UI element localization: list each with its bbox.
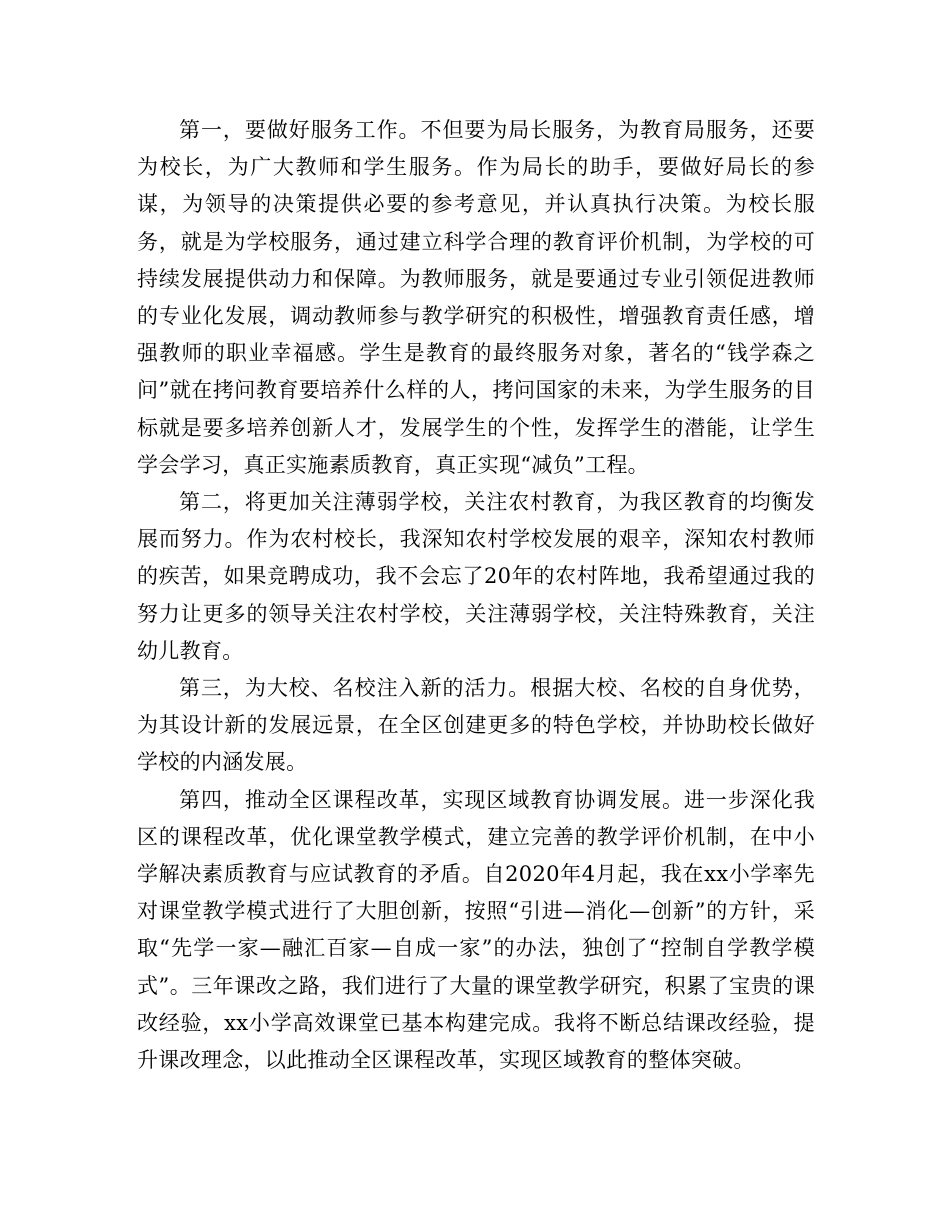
paragraph-4: 第四，推动全区课程改革，实现区域教育协调发展。进一步深化我区的课程改革，优化课堂教学模式，建立完善的教学评价机制，在中小学解决素质教育与应试教育的矛盾。自2020年4月起，我在xx小学率先对课堂教学模式进行了大胆创新，按照“引进—消化—创新”的方针，采取“先学一家—融汇百家—自成一家”的办法，独创了“控制自学教学模式”。三年课改之路，我们进行了大量的课堂教学研究，积累了宝贵的课改经验，xx小学高效课堂已基本构建完成。我将不断总结课改经验，提升课改理念，以此推动全区课程改革，实现区域教育的整体突破。 (137, 787, 815, 1073)
paragraph-2: 第二，将更加关注薄弱学校，关注农村教育，为我区教育的均衡发展而努力。作为农村校长，我深知农村学校发展的艰辛，深知农村教师的疾苦，如果竞聘成功，我不会忘了20年的农村阵地，我希望通过我的努力让更多的领导关注农村学校，关注薄弱学校，关注特殊教育，关注幼儿教育。 (137, 490, 815, 663)
paragraph-1: 第一，要做好服务工作。不但要为局长服务，为教育局服务，还要为校长，为广大教师和学生服务。作为局长的助手，要做好局长的参谋，为领导的决策提供必要的参考意见，并认真执行决策。为校长服务，就是为学校服务，通过建立科学合理的教育评价机制，为学校的可持续发展提供动力和保障。为教师服务，就是要通过专业引领促进教师的专业化发展，调动教师参与教学研究的积极性，增强教育责任感，增强教师的职业幸福感。学生是教育的最终服务对象，著名的“钱学森之问”就在拷问教育要培养什么样的人，拷问国家的未来，为学生服务的目标就是要多培养创新人才，发展学生的个性，发挥学生的潜能，让学生学会学习，真正实施素质教育，真正实现“减负”工程。 (137, 118, 815, 477)
document-body (137, 112, 815, 1079)
paragraph-3: 第三，为大校、名校注入新的活力。根据大校、名校的自身优势，为其设计新的发展远景，在全区创建更多的特色学校，并协助校长做好学校的内涵发展。 (137, 676, 815, 775)
